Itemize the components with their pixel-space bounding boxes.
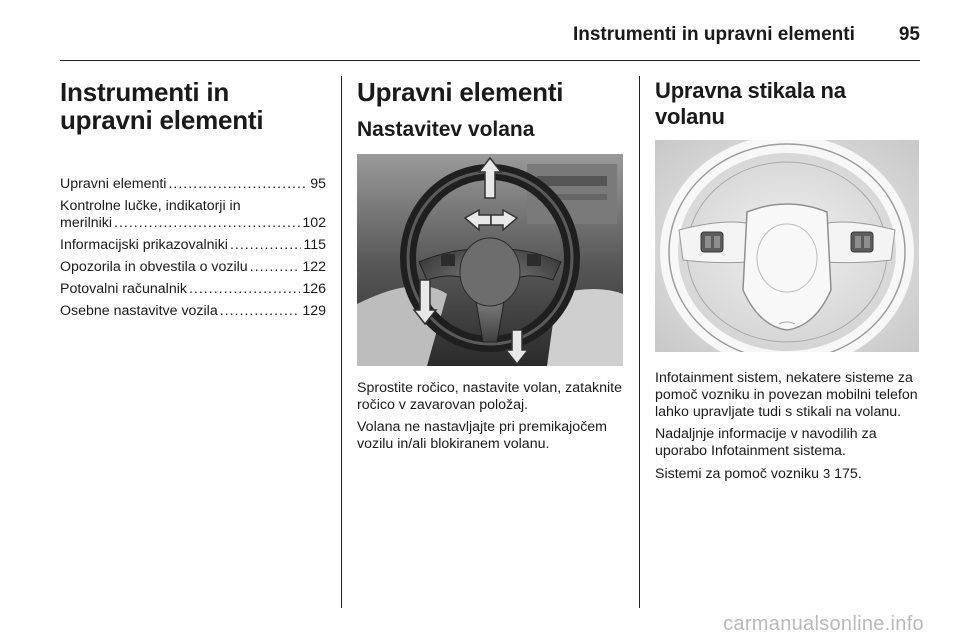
toc-label: Informacijski prikazovalniki [60,237,228,253]
toc-entry[interactable] [60,237,326,254]
toc-entry[interactable] [60,281,326,298]
toc-label: Potovalni računalnik [60,281,187,297]
header-rule [60,60,920,61]
toc-entry[interactable] [60,198,326,232]
steering-wheel-adjust-illustration [357,154,623,366]
chapter-toc-column [60,78,326,325]
steering-controls-photo [655,140,919,352]
watermark: carmanualsonline.info [723,613,924,635]
table-of-contents [60,176,326,320]
paragraph: Nadaljnje informacije v navodilih za uporabo Infotainment sistema. [655,426,877,459]
ref-arrow-icon: 3 [822,466,831,481]
column-divider-1 [341,76,342,608]
toc-page: 95 [310,176,326,192]
section-title: Upravni elementi [357,77,564,107]
page-header [60,16,920,54]
toc-label-line1: Kontrolne lučke, indikatorji in [60,198,241,214]
page-number: 95 [898,24,920,45]
header-title: Instrumenti in upravni elementi [572,24,855,45]
chapter-title: Instrumenti in upravni elementi [60,77,264,135]
ref-page: 175. [834,466,862,482]
toc-page: 102 [302,215,326,231]
steering-adjust-photo [357,154,623,366]
toc-page: 126 [302,281,326,297]
controls-column [357,78,623,458]
paragraph: Volana ne nastavljajte pri premikajočem vozilu in/ali blokiranem volanu. [357,419,607,452]
subsection-title: Nastavitev volana [357,118,535,141]
wheel-controls-column [655,78,921,488]
toc-page: 122 [302,259,326,275]
toc-entry[interactable] [60,176,326,193]
toc-label: Opozorila in obvestila o vozilu [60,259,248,275]
section-title: Upravna stikala na volanu [655,78,846,129]
toc-entry[interactable] [60,259,326,276]
paragraph: Sprostite ročico, nastavite volan, zataknite ročico v zavarovan položaj. [357,380,622,413]
steering-wheel-controls-illustration [655,140,919,352]
toc-label: merilniki [60,215,113,231]
toc-page: 129 [302,303,326,319]
toc-entry[interactable] [60,303,326,320]
toc-page: 115 [303,237,326,253]
toc-label: Osebne nastavitve vozila [60,303,218,319]
toc-label: Upravni elementi [60,176,167,192]
column-divider-2 [639,76,640,608]
cross-reference[interactable] [655,465,921,483]
ref-text: Sistemi za pomoč vozniku [655,466,820,482]
paragraph: Infotainment sistem, nekatere sisteme za pomoč vozniku in povezan mobilni telefon lahko upravljate tudi s stikali na volanu. [655,370,918,420]
